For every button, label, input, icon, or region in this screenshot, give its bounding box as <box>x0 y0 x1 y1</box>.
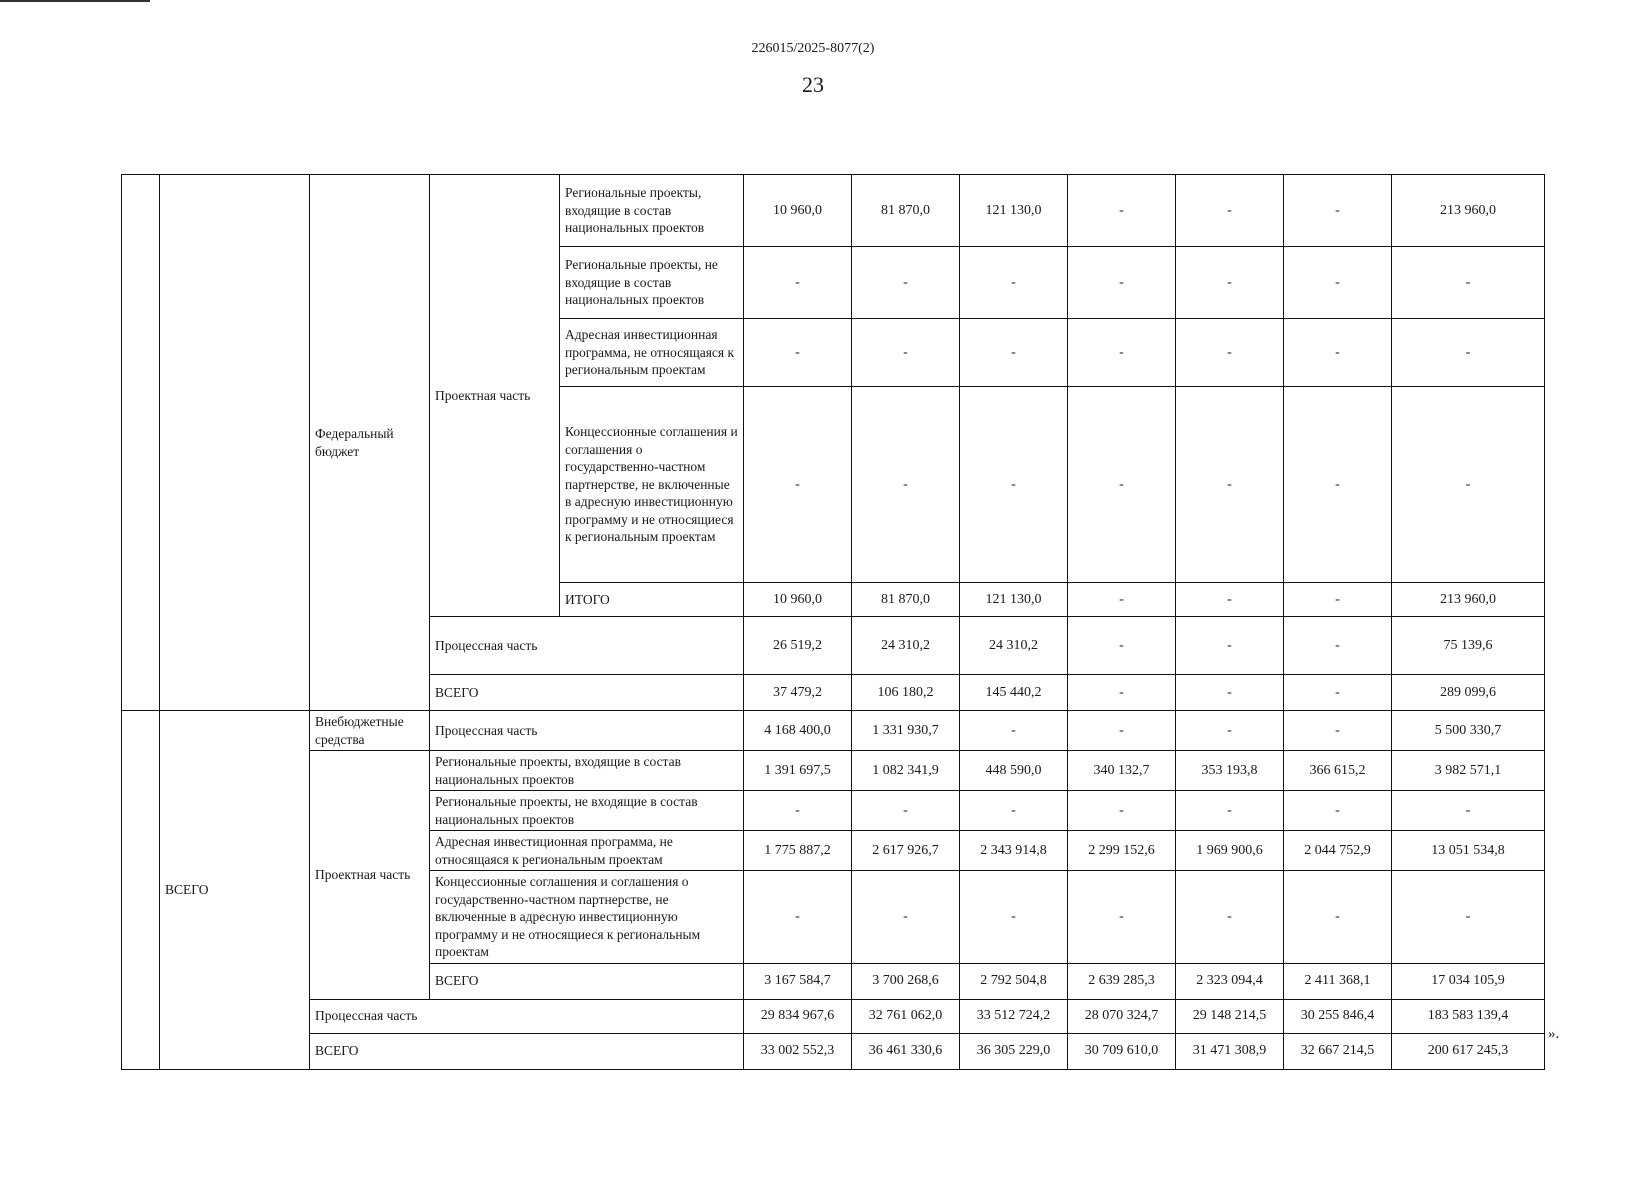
table-row <box>122 175 1545 247</box>
value-cell: - <box>1068 583 1176 617</box>
total-section-cell: ВСЕГО <box>160 711 310 1070</box>
table-row <box>122 1033 1545 1069</box>
value-cell: - <box>1284 387 1392 583</box>
value-cell: - <box>1392 791 1545 831</box>
value-cell: 353 193,8 <box>1176 751 1284 791</box>
value-cell: 29 148 214,5 <box>1176 999 1284 1033</box>
value-cell: - <box>1392 319 1545 387</box>
value-cell: - <box>1284 711 1392 751</box>
value-cell: - <box>1176 583 1284 617</box>
value-cell: - <box>744 247 852 319</box>
value-cell: 106 180,2 <box>852 675 960 711</box>
value-cell: - <box>852 247 960 319</box>
value-cell: 31 471 308,9 <box>1176 1033 1284 1069</box>
value-cell: 2 411 368,1 <box>1284 963 1392 999</box>
value-cell: 1 082 341,9 <box>852 751 960 791</box>
value-cell: - <box>852 387 960 583</box>
value-cell: 1 331 930,7 <box>852 711 960 751</box>
value-cell: 289 099,6 <box>1392 675 1545 711</box>
value-cell: - <box>960 871 1068 964</box>
value-cell: - <box>1284 247 1392 319</box>
value-cell: 1 391 697,5 <box>744 751 852 791</box>
value-cell: - <box>1176 871 1284 964</box>
value-cell: 2 617 926,7 <box>852 831 960 871</box>
value-cell: - <box>960 711 1068 751</box>
value-cell: - <box>960 319 1068 387</box>
value-cell: - <box>1176 711 1284 751</box>
value-cell: 28 070 324,7 <box>1068 999 1176 1033</box>
value-cell: 340 132,7 <box>1068 751 1176 791</box>
value-cell: - <box>744 791 852 831</box>
table-row <box>122 711 1545 751</box>
value-cell: - <box>744 871 852 964</box>
value-cell: - <box>1284 675 1392 711</box>
value-cell: 121 130,0 <box>960 175 1068 247</box>
value-cell: - <box>1176 791 1284 831</box>
value-cell: - <box>1284 583 1392 617</box>
value-cell: - <box>1068 791 1176 831</box>
row-label: ИТОГО <box>560 583 744 617</box>
table-row <box>122 999 1545 1033</box>
row-label: Процессная часть <box>430 711 744 751</box>
value-cell: 121 130,0 <box>960 583 1068 617</box>
value-cell: - <box>1068 617 1176 675</box>
value-cell: 36 461 330,6 <box>852 1033 960 1069</box>
value-cell: - <box>852 791 960 831</box>
project-part-cell: Проектная часть <box>310 751 430 1000</box>
scan-edge-line <box>0 0 150 2</box>
value-cell: - <box>960 387 1068 583</box>
value-cell: 1 775 887,2 <box>744 831 852 871</box>
value-cell: 81 870,0 <box>852 583 960 617</box>
value-cell: - <box>1068 711 1176 751</box>
value-cell: - <box>1176 675 1284 711</box>
value-cell: 81 870,0 <box>852 175 960 247</box>
page-number: 23 <box>802 72 824 97</box>
value-cell: - <box>1068 319 1176 387</box>
value-cell: - <box>1176 617 1284 675</box>
value-cell: - <box>744 387 852 583</box>
row-label: ВСЕГО <box>310 1033 744 1069</box>
value-cell: - <box>1284 871 1392 964</box>
value-cell: - <box>744 319 852 387</box>
value-cell: 213 960,0 <box>1392 175 1545 247</box>
value-cell: - <box>1284 791 1392 831</box>
value-cell: - <box>1392 871 1545 964</box>
value-cell: 13 051 534,8 <box>1392 831 1545 871</box>
row-label: Концессионные соглашения и соглашения о государственно-частном партнерстве, не включенные в адресную инвестиционную программу и не относящиеся к региональным проектам <box>430 871 744 964</box>
value-cell: 5 500 330,7 <box>1392 711 1545 751</box>
value-cell: 2 639 285,3 <box>1068 963 1176 999</box>
value-cell: 36 305 229,0 <box>960 1033 1068 1069</box>
value-cell: 4 168 400,0 <box>744 711 852 751</box>
table-row <box>122 751 1545 791</box>
value-cell: 448 590,0 <box>960 751 1068 791</box>
row-label: Процессная часть <box>310 999 744 1033</box>
value-cell: 32 667 214,5 <box>1284 1033 1392 1069</box>
value-cell: 30 255 846,4 <box>1284 999 1392 1033</box>
value-cell: 3 700 268,6 <box>852 963 960 999</box>
row-label: Адресная инвестиционная программа, не относящаяся к региональным проектам <box>430 831 744 871</box>
value-cell: - <box>1284 617 1392 675</box>
value-cell: 30 709 610,0 <box>1068 1033 1176 1069</box>
closing-quote-mark: ». <box>1548 1026 1560 1042</box>
blank-left-cell <box>122 175 160 711</box>
funding-table <box>121 174 1545 1070</box>
value-cell: 17 034 105,9 <box>1392 963 1545 999</box>
row-label: Региональные проекты, не входящие в состав национальных проектов <box>560 247 744 319</box>
value-cell: 24 310,2 <box>960 617 1068 675</box>
value-cell: 213 960,0 <box>1392 583 1545 617</box>
value-cell: - <box>1068 247 1176 319</box>
value-cell: 2 792 504,8 <box>960 963 1068 999</box>
extrabudget-cell: Внебюджетные средства <box>310 711 430 751</box>
value-cell: 32 761 062,0 <box>852 999 960 1033</box>
value-cell: - <box>1068 387 1176 583</box>
value-cell: 10 960,0 <box>744 583 852 617</box>
value-cell: 183 583 139,4 <box>1392 999 1545 1033</box>
value-cell: 145 440,2 <box>960 675 1068 711</box>
value-cell: 10 960,0 <box>744 175 852 247</box>
value-cell: 2 299 152,6 <box>1068 831 1176 871</box>
value-cell: 3 982 571,1 <box>1392 751 1545 791</box>
value-cell: 29 834 967,6 <box>744 999 852 1033</box>
value-cell: - <box>1284 319 1392 387</box>
row-label: Региональные проекты, входящие в состав национальных проектов <box>560 175 744 247</box>
project-part-cell: Проектная часть <box>430 175 560 617</box>
value-cell: 2 323 094,4 <box>1176 963 1284 999</box>
blank-source-cell <box>160 175 310 711</box>
document-number: 226015/2025-8077(2) <box>751 41 875 56</box>
row-label: Процессная часть <box>430 617 744 675</box>
value-cell: - <box>1176 175 1284 247</box>
value-cell: 1 969 900,6 <box>1176 831 1284 871</box>
value-cell: - <box>960 791 1068 831</box>
row-label: ВСЕГО <box>430 675 744 711</box>
value-cell: 3 167 584,7 <box>744 963 852 999</box>
federal-budget-cell: Федеральный бюджет <box>310 175 430 711</box>
value-cell: 24 310,2 <box>852 617 960 675</box>
value-cell: 2 044 752,9 <box>1284 831 1392 871</box>
value-cell: 26 519,2 <box>744 617 852 675</box>
value-cell: - <box>1176 247 1284 319</box>
value-cell: - <box>1392 387 1545 583</box>
value-cell: 33 512 724,2 <box>960 999 1068 1033</box>
row-label: ВСЕГО <box>430 963 744 999</box>
value-cell: 200 617 245,3 <box>1392 1033 1545 1069</box>
row-label: Адресная инвестиционная программа, не относящаяся к региональным проектам <box>560 319 744 387</box>
value-cell: 2 343 914,8 <box>960 831 1068 871</box>
value-cell: - <box>1068 675 1176 711</box>
value-cell: 75 139,6 <box>1392 617 1545 675</box>
value-cell: 37 479,2 <box>744 675 852 711</box>
row-label: Концессионные соглашения и соглашения о государственно-частном партнерстве, не включенные в адресную инвестиционную программу и не относящиеся к региональным проектам <box>560 387 744 583</box>
value-cell: - <box>852 319 960 387</box>
value-cell: - <box>960 247 1068 319</box>
value-cell: - <box>1068 871 1176 964</box>
value-cell: - <box>1176 387 1284 583</box>
value-cell: 33 002 552,3 <box>744 1033 852 1069</box>
value-cell: 366 615,2 <box>1284 751 1392 791</box>
row-label: Региональные проекты, не входящие в состав национальных проектов <box>430 791 744 831</box>
row-label: Региональные проекты, входящие в состав национальных проектов <box>430 751 744 791</box>
blank-left-cell <box>122 711 160 1070</box>
value-cell: - <box>852 871 960 964</box>
value-cell: - <box>1392 247 1545 319</box>
value-cell: - <box>1068 175 1176 247</box>
value-cell: - <box>1176 319 1284 387</box>
value-cell: - <box>1284 175 1392 247</box>
